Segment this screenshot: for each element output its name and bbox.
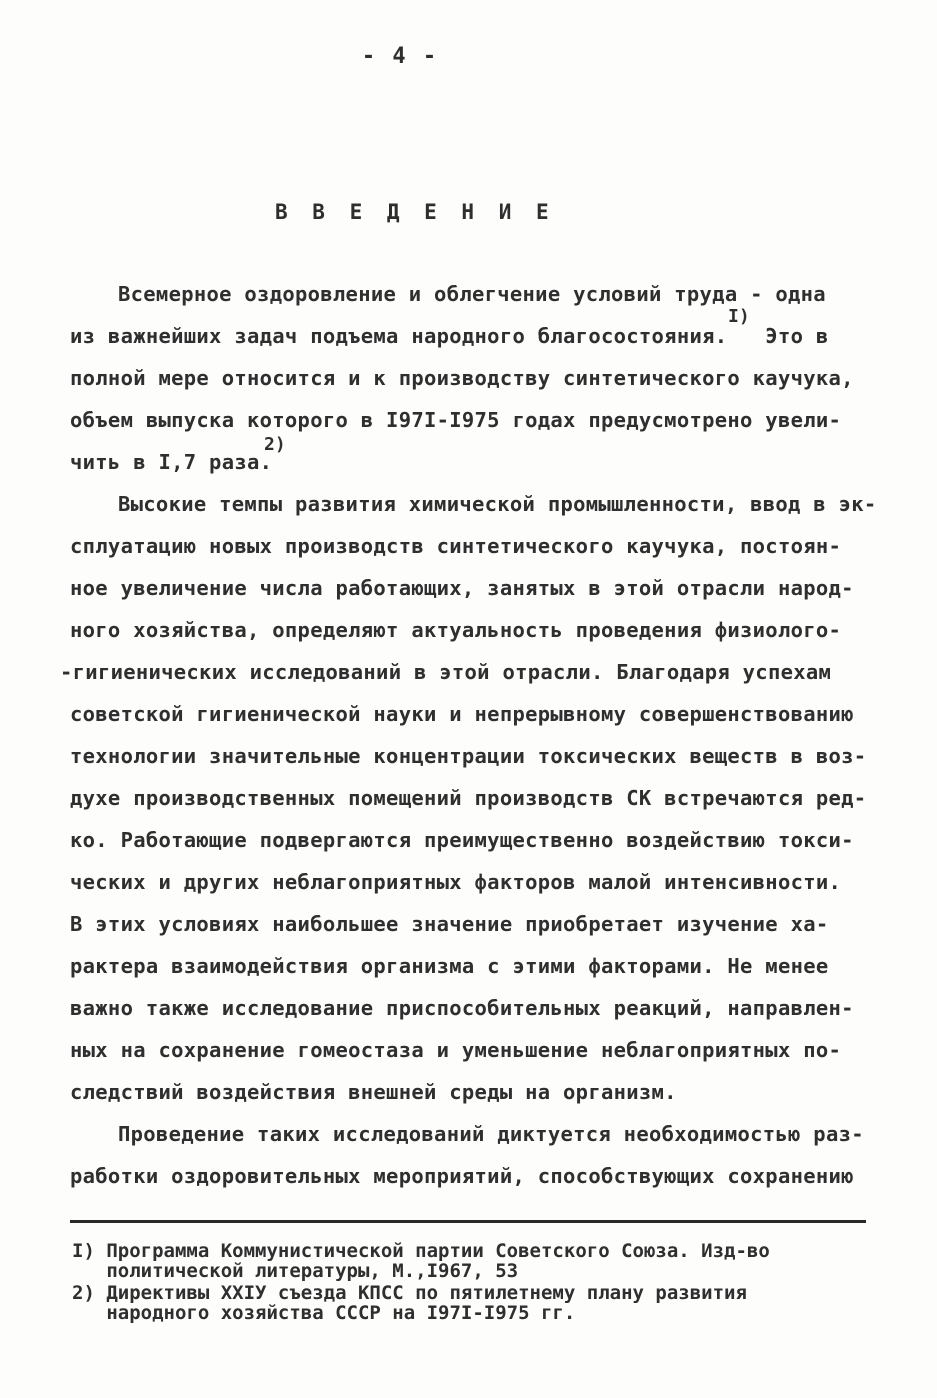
footnote-line: народного хозяйства СССР на I97I-I975 гг. (72, 1302, 576, 1324)
text-line: следствий воздействия внешней среды на организм. (70, 1080, 677, 1104)
text-line: ных на сохранение гомеостаза и уменьшение неблагоприятных по- (70, 1038, 842, 1062)
text-line: из важнейших задач подъема народного благосостояния. Это в (70, 324, 829, 348)
text-line: рактера взаимодействия организма с этими факторами. Не менее (70, 954, 829, 978)
text-line: Всемерное оздоровление и облегчение условий труда - одна (118, 282, 826, 306)
text-line: ческих и других неблагоприятных факторов малой интенсивности. (70, 870, 842, 894)
text-line: объем выпуска которого в I97I-I975 годах предусмотрено увели- (70, 408, 842, 432)
text-line: технологии значительные концентрации токсических веществ в воз- (70, 744, 867, 768)
footnote-separator (70, 1220, 866, 1223)
text-line: полной мере относится и к производству синтетического каучука, (70, 366, 854, 390)
footnote-line: 2) Директивы XXIУ съезда КПСС по пятилетнему плану развития (72, 1282, 747, 1304)
text-line: ное увеличение числа работающих, занятых в этой отрасли народ- (70, 576, 854, 600)
text-line: -гигиенических исследований в этой отрасли. Благодаря успехам (60, 660, 832, 684)
text-line: Высокие темпы развития химической промышленности, ввод в эк- (118, 492, 877, 516)
footnote-mark-2: 2) (264, 434, 286, 455)
text-line: ко. Работающие подвергаются преимущественно воздействию токси- (70, 828, 854, 852)
footnote-mark-1: I) (728, 306, 750, 327)
text-line: работки оздоровительных мероприятий, способствующих сохранению (70, 1164, 854, 1188)
text-line: сплуатацию новых производств синтетического каучука, постоян- (70, 534, 842, 558)
text-line: советской гигиенической науки и непрерывному совершенствованию (70, 702, 854, 726)
page-number: - 4 - (361, 44, 439, 69)
footnote-line: I) Программа Коммунистической партии Советского Союза. Изд-во (72, 1240, 770, 1262)
section-heading: В В Е Д Е Н И Е (275, 200, 555, 224)
text-line: важно также исследование приспособительных реакций, направлен- (70, 996, 854, 1020)
text-line: духе производственных помещений производств СК встречаются ред- (70, 786, 867, 810)
text-line: чить в I,7 раза. (70, 450, 273, 474)
text-line: В этих условиях наибольшее значение приобретает изучение ха- (70, 912, 829, 936)
text-line: ного хозяйства, определяют актуальность проведения физиолого- (70, 618, 842, 642)
text-line: Проведение таких исследований диктуется необходимостью раз- (118, 1122, 864, 1146)
footnote-line: политической литературы, М.,I967, 53 (72, 1260, 519, 1282)
